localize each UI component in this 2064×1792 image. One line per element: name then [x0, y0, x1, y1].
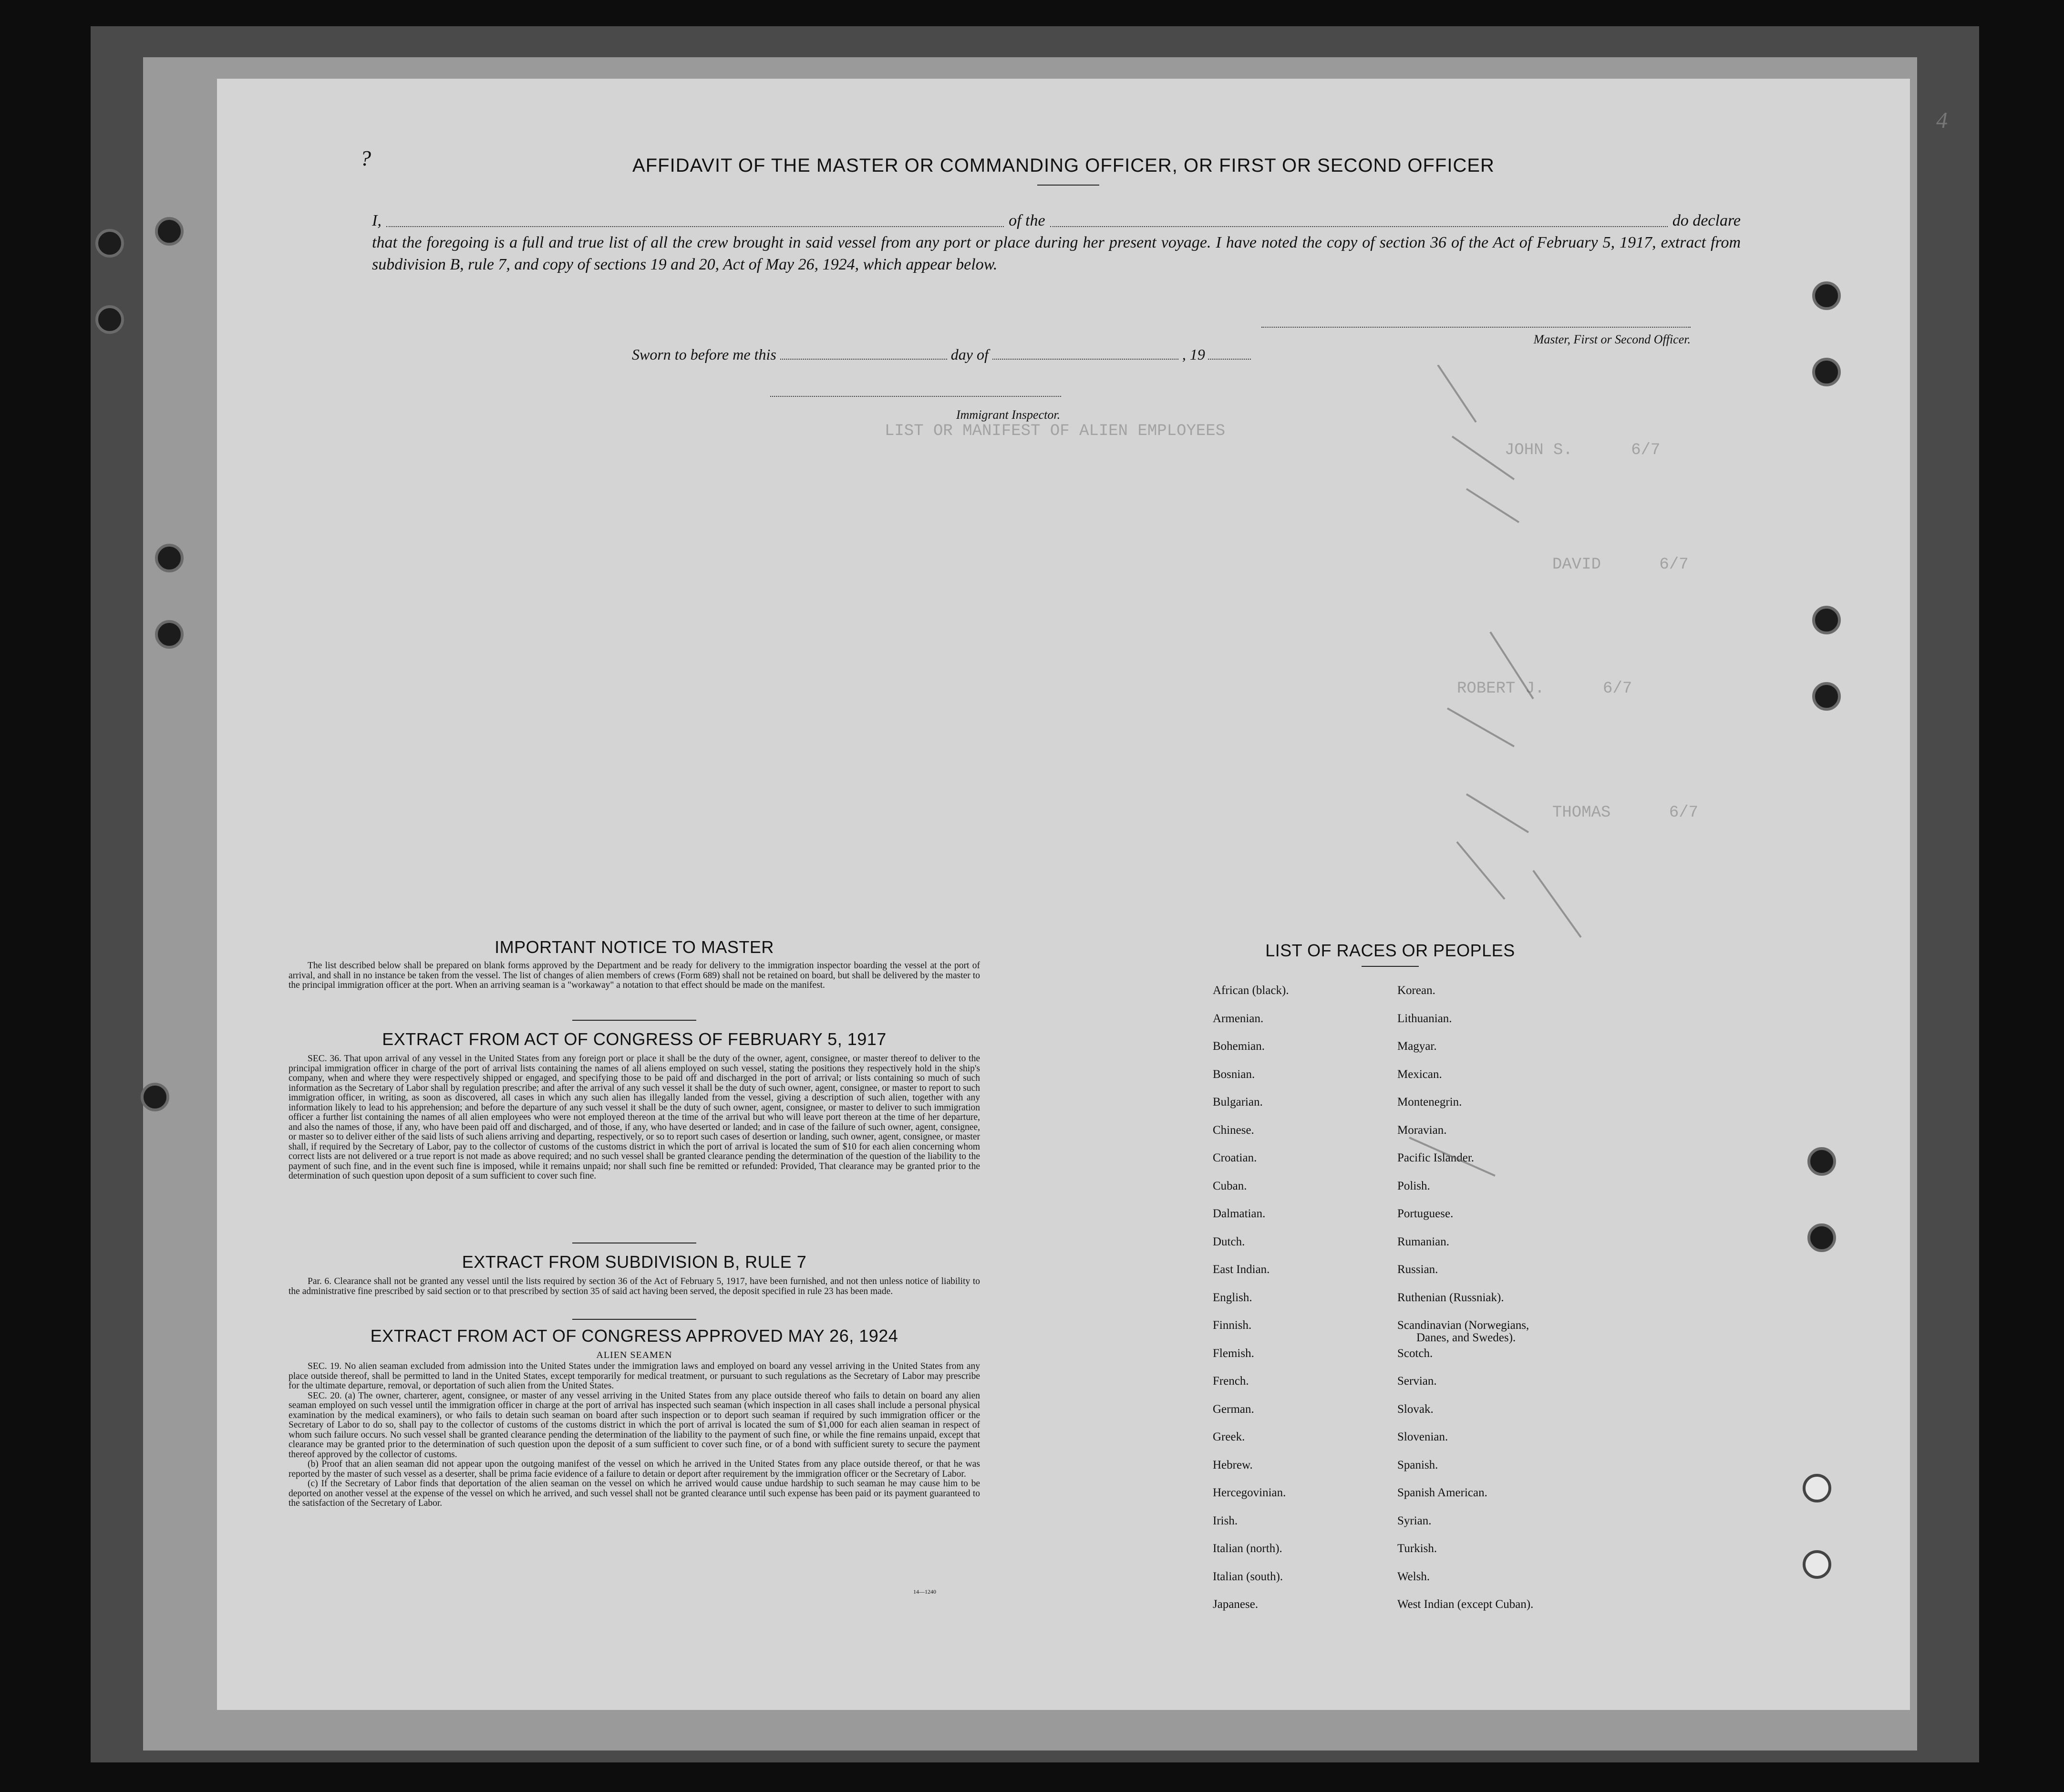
- race-item: West Indian (except Cuban).: [1397, 1598, 1534, 1611]
- race-item: Greek.: [1213, 1430, 1245, 1443]
- bleed-through-text: THOMAS 6/7: [1552, 804, 1699, 822]
- manifest-page: [217, 79, 1910, 1710]
- race-item-continuation: Danes, and Swedes).: [1416, 1331, 1516, 1344]
- races-title: LIST OF RACES OR PEOPLES: [1265, 941, 1515, 960]
- race-item: Polish.: [1397, 1179, 1430, 1192]
- extract-1924-title: EXTRACT FROM ACT OF CONGRESS APPROVED MAY 26, 1924: [370, 1326, 898, 1346]
- race-item: Magyar.: [1397, 1040, 1437, 1053]
- punch-hole: [1812, 682, 1841, 711]
- vessel-name-field[interactable]: [1050, 210, 1668, 227]
- race-item: Armenian.: [1213, 1012, 1264, 1025]
- sworn-month-field[interactable]: [992, 359, 1178, 360]
- race-item: Ruthenian (Russniak).: [1397, 1291, 1504, 1304]
- race-item: German.: [1213, 1402, 1254, 1416]
- sworn-year-field[interactable]: [1208, 359, 1251, 360]
- declarant-prefix: I,: [372, 212, 382, 229]
- race-item: Cuban.: [1213, 1179, 1247, 1192]
- inspector-caption: Immigrant Inspector.: [956, 408, 1061, 422]
- race-item: Turkish.: [1397, 1542, 1437, 1555]
- race-item: Spanish American.: [1397, 1486, 1487, 1499]
- race-item: Montenegrin.: [1397, 1096, 1462, 1108]
- race-item: Bulgarian.: [1213, 1096, 1263, 1108]
- race-item: Syrian.: [1397, 1514, 1432, 1527]
- notice-text: The list described below shall be prepared on blank forms approved by the Department and be ready for delivery to the immigration inspector boarding the vessel at the port of arrival, and shall in no instance be taken from the vessel. The list of changes of alien members of crews (Form 689) shall not be retained on board, but shall be delivered by the master to the principal immigration officer at the port. When an arriving seaman is a "workaway" a notation to that effect should be made on the manifest.: [289, 961, 980, 990]
- race-item: French.: [1213, 1375, 1249, 1388]
- sworn-label: Sworn to before me this: [632, 346, 776, 363]
- punch-hole: [155, 620, 184, 649]
- punch-hole: [155, 217, 184, 246]
- race-item: Scandinavian (Norwegians, Danes, and Swedes).: [1397, 1319, 1529, 1344]
- punch-hole: [1807, 1147, 1836, 1176]
- declarant-name-field[interactable]: [386, 210, 1004, 227]
- race-item: English.: [1213, 1291, 1252, 1304]
- sec-20c: (c) If the Secretary of Labor finds that deportation of the alien seaman on the vessel on which he arrived would cause undue hardship to such seaman he may cause him to be deported on another vessel at the expense of the vessel on which he arrived, and such vessel shall not be granted clearance until such expense has been paid or its payment guaranteed to the satisfaction of the Secretary of Labor.: [289, 1479, 980, 1508]
- race-item: Welsh.: [1397, 1570, 1430, 1583]
- punch-hole: [1812, 281, 1841, 310]
- race-item: Irish.: [1213, 1514, 1238, 1527]
- punch-hole: [141, 1083, 169, 1111]
- section-rule: [572, 1020, 696, 1021]
- master-signature-caption: Master, First or Second Officer.: [1533, 332, 1691, 346]
- bleed-through-text: LIST OR MANIFEST OF ALIEN EMPLOYEES: [885, 422, 1226, 440]
- race-item: Hercegovinian.: [1213, 1486, 1286, 1499]
- race-item: African (black).: [1213, 984, 1289, 997]
- race-item: Dutch.: [1213, 1235, 1245, 1248]
- race-item: Russian.: [1397, 1263, 1438, 1276]
- sworn-line: [632, 346, 1251, 363]
- punch-hole: [1807, 1223, 1836, 1252]
- day-of-label: day of: [950, 346, 989, 363]
- extract-1924-text: [289, 1362, 980, 1509]
- punch-hole: [1812, 606, 1841, 634]
- race-item: Italian (south).: [1213, 1570, 1283, 1583]
- punch-hole: [1803, 1474, 1831, 1502]
- declaration-line: [372, 210, 1741, 232]
- race-item: Flemish.: [1213, 1347, 1254, 1360]
- race-item: Portuguese.: [1397, 1207, 1454, 1220]
- race-item: Servian.: [1397, 1375, 1437, 1388]
- race-item: Lithuanian.: [1397, 1012, 1452, 1025]
- race-item: Japanese.: [1213, 1598, 1259, 1611]
- punch-hole: [155, 544, 184, 572]
- race-item: Rumanian.: [1397, 1235, 1450, 1248]
- declare-label: do declare: [1672, 212, 1741, 229]
- title-rule: [1037, 185, 1099, 186]
- inspector-signature-line[interactable]: [770, 396, 1061, 397]
- race-item: Mexican.: [1397, 1067, 1442, 1081]
- extract-1924-subtitle: ALIEN SEAMEN: [596, 1350, 672, 1360]
- race-item: Bohemian.: [1213, 1040, 1265, 1053]
- race-item: Bosnian.: [1213, 1067, 1255, 1081]
- pencil-strokes: [1266, 365, 1695, 1223]
- punch-hole: [1812, 358, 1841, 386]
- race-item: Scotch.: [1397, 1347, 1433, 1360]
- race-item: Pacific Islander.: [1397, 1151, 1475, 1164]
- sec-20b: (b) Proof that an alien seaman did not appear upon the outgoing manifest of the vessel on which he arrived in the United States from any place outside thereof, or that he was reported by the master of such vessel as a deserter, shall be prima facie evidence of a failure to detain or deport after requirement by the immigration officer or the Secretary of Labor.: [289, 1459, 980, 1479]
- race-item: Croatian.: [1213, 1151, 1257, 1164]
- punch-hole: [1803, 1550, 1831, 1579]
- vessel-label: of the: [1009, 212, 1045, 229]
- section-rule: [572, 1319, 696, 1320]
- extract-1917-title: EXTRACT FROM ACT OF CONGRESS OF FEBRUARY 5, 1917: [382, 1029, 887, 1049]
- form-number: 14—1240: [913, 1588, 936, 1595]
- race-item: Finnish.: [1213, 1319, 1252, 1332]
- bleed-through-text: ROBERT J. 6/7: [1457, 680, 1632, 698]
- race-item: Dalmatian.: [1213, 1207, 1266, 1220]
- extract-1917-text: SEC. 36. That upon arrival of any vessel in the United States from any foreign port or place it shall be the duty of the owner, agent, consignee, or master thereof to deliver to the principal immigration officer in charge of the port of arrival lists containing the names of all aliens employed on such vessel, stating the positions they respectively hold in the ship's company, when and where they were respectively shipped or engaged, and specifying those to be paid off and discharged in the port of arrival; or lists containing so much of such information as the Secretary of Labor shall by regulation prescribe; and after the arrival of any such vessel it shall be the duty of such owner, agent, consignee, or master to report to such immigration officer, in writing, as soon as discovered, all cases in which any such alien has illegally landed from the vessel, giving a description of such alien, together with any information likely to lead to his apprehension; and before the departure of any such vessel it shall be the duty of such owner, agent, consignee, or master to deliver to such immigration officer a further list containing the names of all alien employees who were not employed thereon at the time of the arrival but who will leave port thereon at the time of her departure, and also the names of those, if any, who have been paid off and discharged, and of those, if any, who have deserted or landed; and in case of the failure of such owner, agent, consignee, or master so to deliver either of the said lists of such aliens arriving and departing, respectively, or so to report such cases of desertion or landing, such owner, agent, consignee, or master shall, if required by the Secretary of Labor, pay to the collector of customs of the customs district in which the port of arrival is located the sum of $10 for each alien concerning whom correct lists are not delivered or a true report is not made as above required; and no such vessel shall be granted clearance pending the determination of the question of the liability to the payment of such fine, and in the event such fine is imposed, while it remains unpaid; nor shall such fine be remitted or refunded: Provided, That clearance may be granted prior to the determination of such question upon deposit of a sum sufficient to cover such fine.: [289, 1054, 980, 1181]
- race-item: Chinese.: [1213, 1123, 1254, 1137]
- year-label: , 19: [1182, 346, 1205, 363]
- race-item: Korean.: [1397, 984, 1435, 997]
- affidavit-text: that the foregoing is a full and true list of all the crew brought in said vessel from any port or place during her present voyage. I have noted the copy of section 36 of the Act of February 5, 1917, extract from subdivision B, rule 7, and copy of sections 19 and 20, Act of May 26, 1924, which appear below.: [372, 234, 1741, 273]
- extract-rule7-title: EXTRACT FROM SUBDIVISION B, RULE 7: [462, 1252, 807, 1272]
- race-item: Spanish.: [1397, 1458, 1438, 1471]
- bleed-through-text: DAVID 6/7: [1552, 556, 1689, 574]
- race-item: Slovenian.: [1397, 1430, 1448, 1443]
- punch-hole: [95, 229, 124, 258]
- corner-mark: 4: [1936, 108, 1948, 133]
- extract-rule7-text: Par. 6. Clearance shall not be granted any vessel until the lists required by section 36 of the Act of February 5, 1917, have been furnished, and not then unless notice of liability to the administrative fine prescribed by said section or to that prescribed by section 35 of said act having been served, the deposit specified in rule 23 has been made.: [289, 1276, 980, 1296]
- race-item: East Indian.: [1213, 1263, 1270, 1276]
- bleed-through-text: JOHN S. 6/7: [1505, 441, 1661, 459]
- race-item: Moravian.: [1397, 1123, 1447, 1137]
- punch-hole: [95, 305, 124, 334]
- race-item: Slovak.: [1397, 1402, 1434, 1416]
- sec-20a: SEC. 20. (a) The owner, charterer, agent, consignee, or master of any vessel arriving in the United States from any place outside thereof who fails to detain on board any alien seaman employed on such vessel until the immigration officer in charge at the port of arrival has inspected such seaman (which inspection in all cases shall include a personal physical examination by the medical examiners), or who fails to detain such seaman on board after such inspection or to deport such seaman if required by such immigration officer or the Secretary of Labor to do so, shall pay to the collector of customs of the customs district in which the port of arrival is located the sum of $1,000 for each alien seaman in respect of whom such failure occurs. No such vessel shall be granted clearance pending the determination of the liability to the payment of such fine, or while the fine remains unpaid, except that clearance may be granted prior to the determination of such question upon the deposit of a sum sufficient to cover such fine, or of a bond with sufficient surety to secure the payment thereof approved by the collector of customs.: [289, 1390, 980, 1460]
- sec-19: SEC. 19. No alien seaman excluded from admission into the United States under the immigration laws and employed on board any vessel arriving in the United States from any place outside thereof, shall be permitted to land in the United States, except temporarily for medical treatment, or pursuant to such regulations as the Secretary of Labor may prescribe for the ultimate departure, removal, or deportation of such alien from the United States.: [289, 1361, 980, 1391]
- race-item: Italian (north).: [1213, 1542, 1282, 1555]
- sworn-date-field[interactable]: [780, 359, 947, 360]
- affidavit-title: AFFIDAVIT OF THE MASTER OR COMMANDING OFFICER, OR FIRST OR SECOND OFFICER: [632, 155, 1495, 176]
- affidavit-body: [372, 210, 1741, 276]
- master-signature-line[interactable]: [1261, 327, 1691, 328]
- notice-title: IMPORTANT NOTICE TO MASTER: [495, 937, 774, 957]
- race-item: Hebrew.: [1213, 1458, 1253, 1471]
- pencil-mark: ?: [360, 146, 371, 170]
